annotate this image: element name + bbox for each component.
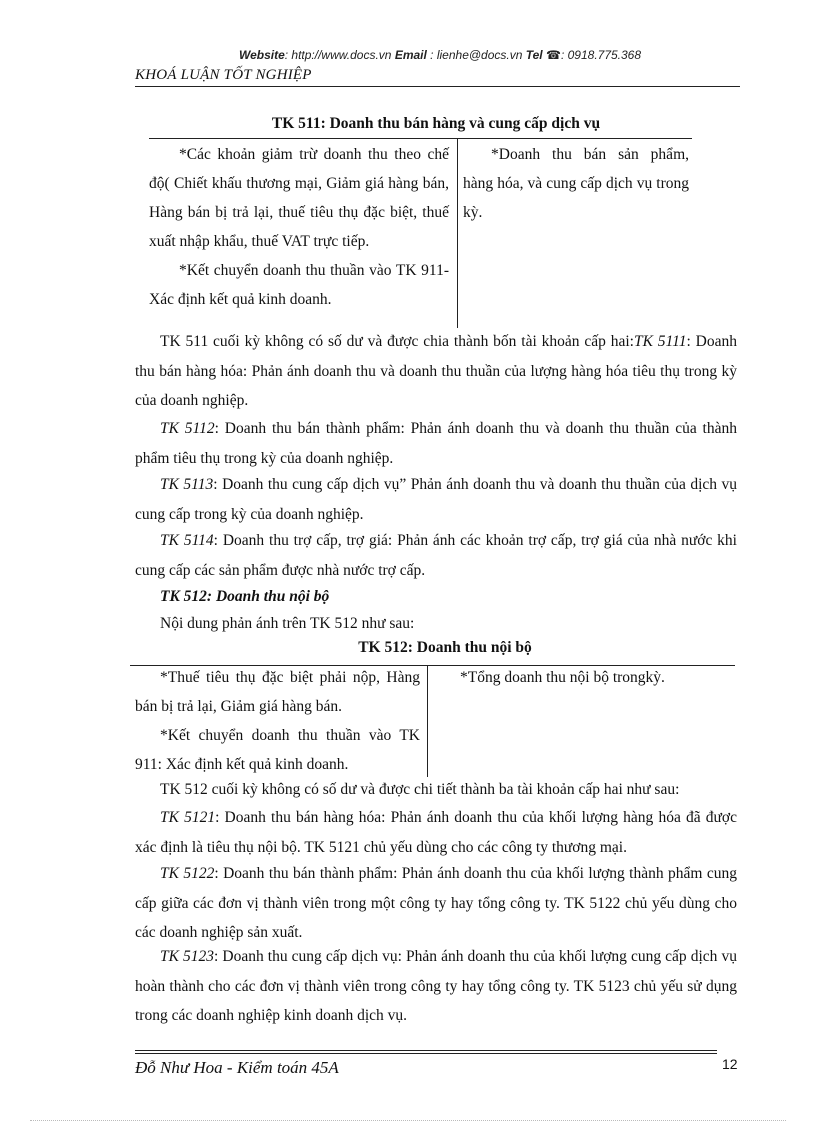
t-account-511-debit <box>149 140 449 314</box>
header-divider <box>135 86 740 87</box>
tel-label: Tel <box>525 48 543 62</box>
paragraph-text: : Doanh thu bán hàng hóa: Phản ánh doanh thu và doanh thu thuần của lượng hàng hóa tiêu thụ trong kỳ của doanh nghiệp. <box>135 333 737 409</box>
t-account-512-debit-item: *Kết chuyển doanh thu thuần vào TK 911: Xác định kết quả kinh doanh. <box>135 727 420 773</box>
footer-author: Đỗ Như Hoa - Kiểm toán 45A <box>135 1058 339 1077</box>
t-account-512-divider <box>427 665 428 777</box>
account-code: TK 5112 <box>160 420 215 437</box>
account-code: TK 5113 <box>160 476 214 493</box>
t-account-511-credit: *Doanh thu bán sản phẩm, hàng hóa, và cung cấp dịch vụ trong kỳ. <box>463 146 689 221</box>
phone-icon: ☎ <box>546 48 561 62</box>
paragraph-tk5123 <box>135 942 737 1031</box>
account-code: TK 5114 <box>160 532 214 549</box>
t-account-512-debit <box>135 663 420 779</box>
paragraph-text: : Doanh thu bán hàng hóa: Phản ánh doanh thu của khối lượng hàng hóa đã được xác định là tiêu thụ nội bộ. TK 5121 chủ yếu dùng cho các công ty thương mại. <box>135 809 737 856</box>
footer-divider <box>135 1050 717 1051</box>
paragraph-tk512-summary: TK 512 cuối kỳ không có số dư và được chi tiết thành ba tài khoản cấp hai như sau: <box>160 781 680 798</box>
account-code: TK 5121 <box>160 809 216 826</box>
section-heading-tk512: TK 512: Doanh thu nội bộ <box>160 588 330 605</box>
t-account-511-top-line <box>149 138 692 139</box>
t-account-511-divider <box>457 138 458 328</box>
page-number: 12 <box>722 1056 738 1072</box>
paragraph-tk5114 <box>135 526 737 585</box>
paragraph-tk5113 <box>135 470 737 529</box>
website-label: Website <box>238 48 285 62</box>
paragraph-tk512-intro: Nội dung phản ánh trên TK 512 như sau: <box>160 615 415 632</box>
paragraph-tk511-summary <box>135 327 737 416</box>
account-code: TK 5122 <box>160 865 215 882</box>
paragraph-tk5121 <box>135 803 737 862</box>
tel-value: : 0918.775.368 <box>560 48 642 62</box>
paragraph-text: : Doanh thu cung cấp dịch vụ: Phản ánh doanh thu của khối lượng cung cấp dịch vụ hoàn thành cho các đơn vị thành viên trong công ty hay tổng công ty. TK 5123 chủ yếu sử dụng trong các doanh nghiệp kinh doanh dịch vụ. <box>135 948 737 1024</box>
document-header-title: KHOÁ LUẬN TỐT NGHIỆP <box>135 67 312 83</box>
paragraph-tk5112 <box>135 414 737 473</box>
paragraph-text: : Doanh thu trợ cấp, trợ giá: Phản ánh các khoản trợ cấp, trợ giá của nhà nước khi cung cấp các sản phẩm được nhà nước trợ cấp. <box>135 532 737 579</box>
t-account-512-debit-item: *Thuế tiêu thụ đặc biệt phải nộp, Hàng bán bị trả lại, Giảm giá hàng bán. <box>135 669 420 715</box>
paragraph-text: : Doanh thu bán thành phẩm: Phản ánh doanh thu của khối lượng thành phẩm cung cấp giữa các đơn vị thành viên trong một công ty hay tổng công ty. TK 5122 chủ yếu dùng cho các doanh nghiệp sản xuất. <box>135 865 737 941</box>
website-header <box>140 48 740 62</box>
email-label: Email <box>394 48 427 62</box>
t-account-511-debit-item: *Các khoản giảm trừ doanh thu theo chế độ( Chiết khấu thương mại, Giảm giá hàng bán, Hàng bán bị trả lại, thuế tiêu thụ đặc biệt, thuế xuất nhập khẩu, thuế VAT trực tiếp. <box>149 146 449 250</box>
t-account-512-title: TK 512: Doanh thu nội bộ <box>358 639 532 656</box>
t-account-511-title: TK 511: Doanh thu bán hàng và cung cấp dịch vụ <box>271 115 601 132</box>
email-value[interactable]: : lienhe@docs.vn <box>430 48 523 62</box>
footer-divider <box>135 1053 717 1054</box>
t-account-511-debit-item: *Kết chuyển doanh thu thuần vào TK 911-Xác định kết quả kinh doanh. <box>149 262 449 308</box>
t-account-512-credit: *Tổng doanh thu nội bộ trongkỳ. <box>460 669 665 686</box>
account-code: TK 5111 <box>633 333 687 350</box>
page-edge <box>30 1120 786 1121</box>
paragraph-text: TK 511 cuối kỳ không có số dư và được chia thành bốn tài khoản cấp hai: <box>160 333 634 350</box>
paragraph-text: : Doanh thu bán thành phẩm: Phản ánh doanh thu và doanh thu thuần của thành phẩm tiêu thụ trong kỳ của doanh nghiệp. <box>135 420 737 467</box>
paragraph-tk5122 <box>135 859 737 948</box>
website-url[interactable]: : http://www.docs.vn <box>284 48 392 62</box>
account-code: TK 5123 <box>160 948 215 965</box>
paragraph-text: : Doanh thu cung cấp dịch vụ” Phản ánh doanh thu và doanh thu thuần của dịch vụ cung cấp trong kỳ của doanh nghiệp. <box>135 476 738 523</box>
